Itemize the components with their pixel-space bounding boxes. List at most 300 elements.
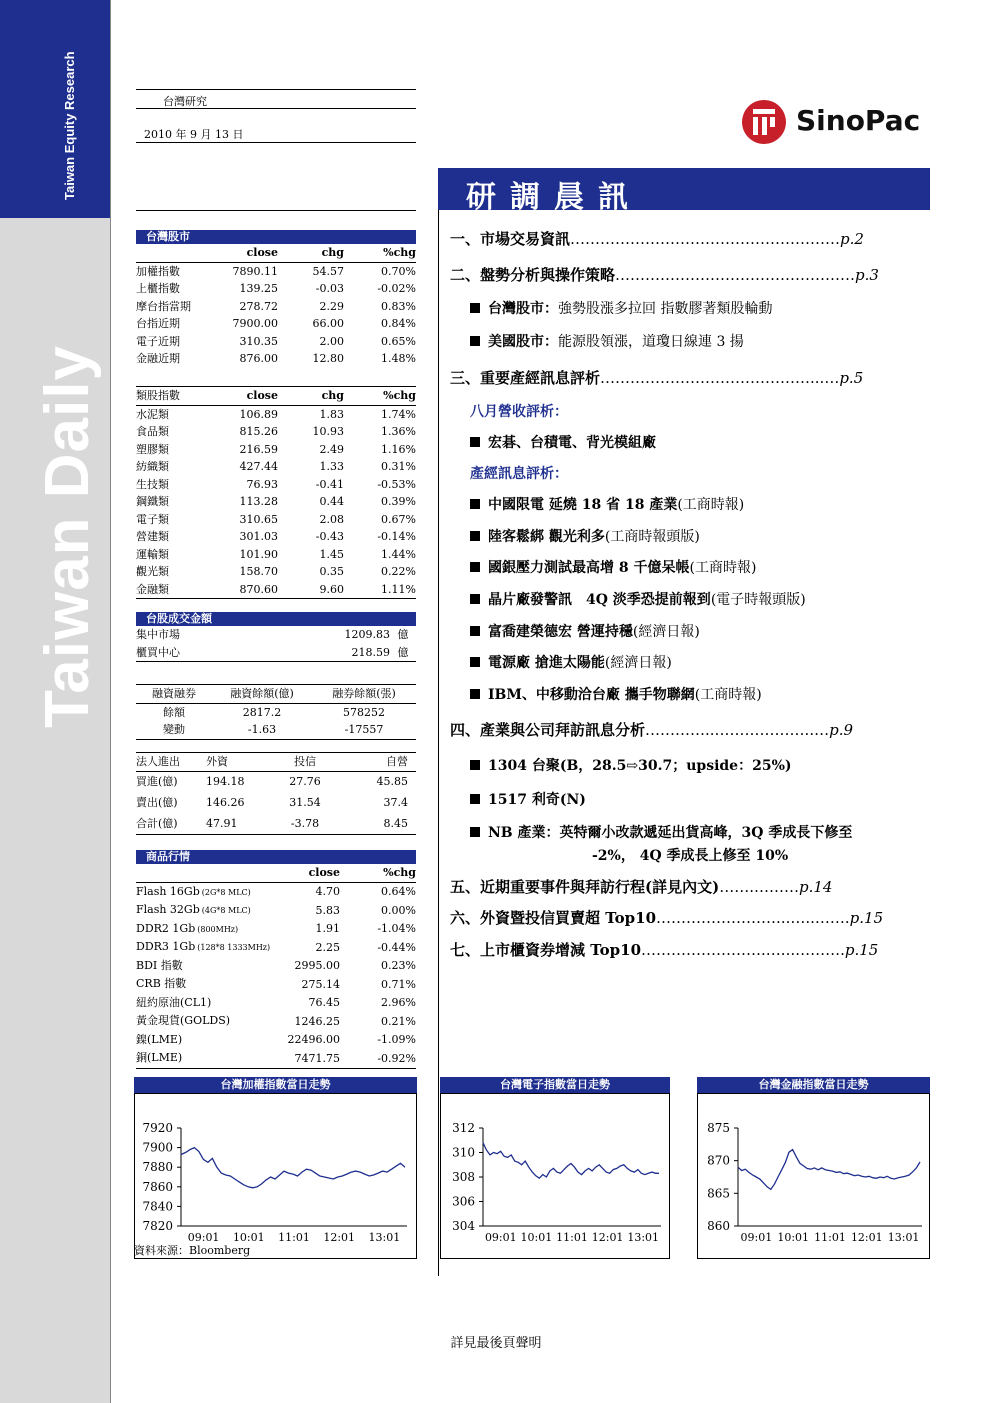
table-cell bbox=[136, 957, 276, 976]
commodity-spec: (2G*8 MLC) bbox=[201, 887, 251, 897]
commodity-name: 紐約原油(CL1) bbox=[136, 995, 212, 1009]
table-row bbox=[136, 262, 416, 280]
table-cell: 1209.83 bbox=[344, 628, 390, 641]
table-cell: 餘額 bbox=[163, 705, 185, 719]
table-cell: 216.59 bbox=[239, 442, 278, 456]
table-row bbox=[136, 546, 416, 564]
table-cell: -0.44% bbox=[377, 940, 416, 954]
table-cell: 0.39% bbox=[381, 495, 416, 508]
table-cell: 47.91 bbox=[206, 816, 238, 830]
table-cell: 億 bbox=[397, 628, 409, 641]
table-cell: 275.14 bbox=[301, 977, 340, 991]
table-cell: 電子類 bbox=[136, 512, 169, 526]
table-cell bbox=[136, 975, 276, 994]
table-cell: 1.48% bbox=[381, 352, 416, 365]
sidebar-label-research: Taiwan Equity Research bbox=[62, 51, 77, 200]
toc-item bbox=[470, 652, 672, 672]
table-cell: 食品類 bbox=[136, 425, 169, 438]
col-header: 融券餘額(張) bbox=[332, 687, 396, 700]
commodity-spec: (800MHz) bbox=[197, 924, 239, 934]
table-row bbox=[136, 938, 416, 957]
table-cell: 1.33 bbox=[319, 460, 344, 473]
table-cell: 113.28 bbox=[239, 495, 278, 508]
toc-item bbox=[470, 494, 744, 514]
toc-item bbox=[470, 789, 586, 809]
y-tick-label: 310 bbox=[452, 1145, 475, 1160]
x-tick-label: 12:01 bbox=[850, 1231, 883, 1244]
table-row bbox=[136, 882, 416, 901]
x-tick-label: 09:01 bbox=[740, 1231, 773, 1244]
table-cell: 194.18 bbox=[206, 775, 245, 788]
x-tick-label: 13:01 bbox=[368, 1231, 401, 1244]
y-tick-label: 7820 bbox=[142, 1219, 173, 1233]
sidebar-header bbox=[0, 0, 110, 218]
toc-page: p.15 bbox=[849, 909, 884, 927]
table-cell: 集中市場 bbox=[136, 628, 180, 641]
commodity-name: DDR3 1Gb bbox=[136, 940, 196, 953]
x-tick-label: 12:01 bbox=[323, 1231, 356, 1244]
toc-label: 一、市場交易資訊 bbox=[450, 230, 571, 248]
table-cell bbox=[136, 1031, 276, 1050]
table-cell: 870.60 bbox=[239, 582, 278, 596]
table-cell: 578252 bbox=[343, 705, 385, 719]
toc-section-2[interactable] bbox=[450, 264, 879, 285]
table-cell: 54.57 bbox=[312, 264, 344, 278]
toc-item bbox=[470, 589, 806, 609]
table-row bbox=[136, 792, 416, 813]
toc-label: 三、重要產經訊息評析 bbox=[450, 369, 601, 387]
item-title: 1304 台聚(B，28.5⇨30.7；upside：25%) bbox=[488, 758, 792, 774]
table-row bbox=[136, 994, 416, 1013]
toc-section-6[interactable] bbox=[450, 907, 883, 928]
toc-dots: ……………………...…..……. bbox=[656, 909, 850, 927]
x-tick-label: 13:01 bbox=[627, 1231, 660, 1244]
col-header: 法人進出 bbox=[136, 755, 180, 768]
table-row bbox=[136, 333, 416, 351]
table-cell: 運輸類 bbox=[136, 547, 169, 561]
commodity-name: 黃金現貨(GOLDS) bbox=[136, 1014, 231, 1027]
toc-item bbox=[470, 621, 700, 641]
series-line bbox=[181, 1148, 405, 1188]
x-tick-label: 11:01 bbox=[278, 1231, 310, 1244]
sector-table bbox=[136, 387, 416, 598]
table-cell: 億 bbox=[397, 645, 409, 659]
table-cell: 1.16% bbox=[381, 442, 416, 456]
table-cell: 218.59 bbox=[351, 645, 390, 659]
table-cell: 0.83% bbox=[381, 299, 416, 313]
y-tick-label: 7900 bbox=[142, 1140, 173, 1155]
table-cell: 106.89 bbox=[239, 407, 278, 421]
chart-source: 資料來源：Bloomberg bbox=[134, 1244, 251, 1257]
table-cell: 27.76 bbox=[289, 775, 321, 788]
table-cell: 上櫃指數 bbox=[136, 282, 180, 295]
bullet-icon bbox=[470, 303, 480, 313]
col-header: close bbox=[246, 246, 278, 259]
toc-label: 五、近期重要事件與拜訪行程(詳見內文) bbox=[450, 878, 720, 896]
col-header: %chg bbox=[383, 246, 416, 259]
table-cell: 營建類 bbox=[136, 530, 169, 543]
table-cell: 815.26 bbox=[239, 425, 278, 438]
table-cell: 139.25 bbox=[239, 282, 278, 295]
item-source: (工商時報) bbox=[694, 687, 762, 703]
table-cell: 66.00 bbox=[312, 317, 344, 330]
table-row bbox=[136, 771, 416, 792]
commodity-spec: (4G*8 MLC) bbox=[201, 906, 251, 915]
table-cell: 10.93 bbox=[312, 425, 344, 438]
brand-name: SinoPac bbox=[796, 104, 921, 137]
col-header: 類股指數 bbox=[136, 389, 180, 402]
table-cell: 22496.00 bbox=[287, 1033, 340, 1046]
col-header: chg bbox=[321, 389, 344, 402]
column-divider bbox=[438, 210, 439, 1276]
toc-page: p.3 bbox=[855, 266, 879, 284]
table-cell: 12.80 bbox=[312, 352, 344, 365]
table-row bbox=[136, 703, 416, 721]
x-tick-label: 09:01 bbox=[187, 1231, 220, 1244]
table-cell: -0.02% bbox=[377, 282, 416, 295]
table-cell bbox=[136, 1012, 276, 1031]
table-cell: 2817.2 bbox=[242, 705, 282, 719]
table-row bbox=[136, 920, 416, 939]
bullet-icon bbox=[470, 562, 480, 572]
bullet-icon bbox=[470, 689, 480, 699]
item-title: 美國股市： bbox=[488, 334, 558, 350]
chart-title: 台灣加權指數當日走勢 bbox=[134, 1077, 417, 1093]
table-cell: 0.65% bbox=[381, 334, 416, 348]
toc-section-5[interactable] bbox=[450, 876, 832, 897]
item-text: 強勢股漲多拉回 指數膠著類股輪動 bbox=[558, 301, 773, 317]
commodity-table bbox=[136, 864, 416, 1068]
commodity-name: 銅(LME) bbox=[136, 1051, 183, 1064]
table-cell: 水泥類 bbox=[136, 407, 169, 421]
item-title: 富喬建榮德宏 營運持穩 bbox=[488, 624, 633, 640]
chart-taiex-plot bbox=[135, 1094, 416, 1256]
commodity-name: DDR2 1Gb bbox=[136, 921, 196, 935]
toc-page: p.15 bbox=[844, 941, 879, 959]
table-cell: 0.84% bbox=[381, 317, 416, 330]
item-source: (工商時報頭版) bbox=[604, 529, 700, 545]
y-tick-label: 7860 bbox=[142, 1179, 173, 1194]
x-tick-label: 09:01 bbox=[484, 1231, 517, 1244]
table-cell: -1.09% bbox=[377, 1033, 416, 1046]
table-cell: 7471.75 bbox=[294, 1051, 340, 1065]
chart-taiex bbox=[134, 1077, 417, 1259]
toc-item bbox=[470, 822, 852, 842]
table-cell: -0.92% bbox=[377, 1051, 416, 1065]
table-cell: -0.53% bbox=[377, 477, 416, 491]
commodity-name: CRB 指數 bbox=[136, 977, 187, 990]
table-cell: 76.93 bbox=[246, 477, 278, 491]
y-tick-label: 7840 bbox=[142, 1199, 173, 1214]
table-row bbox=[136, 1031, 416, 1050]
table-cell: 1.36% bbox=[381, 425, 416, 438]
table-cell bbox=[136, 938, 276, 957]
table-cell: 0.21% bbox=[381, 1014, 416, 1028]
table-cell: 摩台指當期 bbox=[136, 299, 191, 313]
volume-table bbox=[136, 626, 416, 661]
table-cell: 45.85 bbox=[376, 775, 408, 788]
table-cell: 加權指數 bbox=[136, 264, 180, 278]
table-cell: 0.22% bbox=[381, 565, 416, 578]
table-row bbox=[136, 405, 416, 423]
bullet-icon bbox=[470, 531, 480, 541]
toc-page: p.14 bbox=[798, 878, 833, 896]
item-title: 國銀壓力測試最高增 8 千億呆帳 bbox=[488, 560, 690, 576]
margin-table bbox=[136, 685, 416, 739]
table-row bbox=[136, 975, 416, 994]
table-cell: 0.64% bbox=[381, 885, 416, 898]
y-tick-label: 865 bbox=[707, 1186, 730, 1201]
table-cell: 310.65 bbox=[239, 512, 278, 526]
table-cell: 櫃買中心 bbox=[136, 645, 180, 659]
chart-finance-plot bbox=[698, 1094, 929, 1256]
table-cell: 2.96% bbox=[381, 996, 416, 1009]
table-row bbox=[136, 493, 416, 511]
chart-title: 台灣電子指數當日走勢 bbox=[440, 1077, 670, 1093]
table-row bbox=[136, 626, 416, 644]
table-cell bbox=[136, 901, 276, 920]
table-row bbox=[136, 1012, 416, 1031]
item-title: 宏碁、台積電、背光模組廠 bbox=[488, 435, 656, 451]
logo-mark-icon bbox=[742, 100, 786, 144]
table-cell: 2995.00 bbox=[294, 959, 340, 972]
toc-label: 七、上市櫃資券增減 Top10 bbox=[450, 941, 642, 959]
table-cell: 278.72 bbox=[239, 299, 278, 313]
table-cell: 101.90 bbox=[239, 547, 278, 561]
table-cell bbox=[136, 920, 276, 939]
table-cell: 電子近期 bbox=[136, 334, 180, 348]
series-line bbox=[483, 1143, 659, 1179]
item-title: NB 產業：英特爾小改款遞延出貨高峰，3Q 季成長下修至 bbox=[488, 825, 853, 841]
item-title: IBM、中移動洽台廠 攜手物聯網 bbox=[488, 687, 695, 703]
x-tick-label: 10:01 bbox=[520, 1231, 553, 1244]
toc-section-1[interactable] bbox=[450, 228, 864, 249]
item-title: 晶片廠發警訊 4Q 淡季恐提前報到 bbox=[488, 592, 711, 608]
item-source: (電子時報頭版) bbox=[710, 592, 806, 608]
table-cell: 買進(億) bbox=[136, 775, 178, 788]
bullet-icon bbox=[470, 657, 480, 667]
toc-dots: ………………………………………… bbox=[615, 266, 856, 284]
bullet-icon bbox=[470, 437, 480, 447]
table-cell: 7890.11 bbox=[232, 264, 278, 278]
y-tick-label: 306 bbox=[452, 1194, 475, 1209]
toc-page: p.5 bbox=[839, 369, 864, 387]
table-cell: 37.4 bbox=[383, 795, 408, 809]
table-row bbox=[136, 280, 416, 298]
table-row bbox=[136, 644, 416, 662]
table-cell: 8.45 bbox=[383, 816, 408, 830]
table-cell: 變動 bbox=[163, 723, 185, 736]
item-title: 台灣股市： bbox=[488, 301, 558, 317]
bullet-icon bbox=[470, 760, 480, 770]
bullet-icon bbox=[470, 794, 480, 804]
toc-item bbox=[470, 432, 656, 452]
toc-section-7[interactable] bbox=[450, 939, 878, 960]
table-cell: 塑膠類 bbox=[136, 442, 169, 456]
toc-item bbox=[470, 526, 700, 546]
table-cell: 1.44% bbox=[381, 547, 416, 561]
table-cell: 1.74% bbox=[381, 407, 416, 421]
table-cell: -0.41 bbox=[315, 477, 344, 491]
toc-subheading: 八月營收評析： bbox=[470, 404, 568, 420]
table-cell bbox=[136, 1049, 276, 1068]
item-source: (經濟日報) bbox=[632, 624, 700, 640]
table-row bbox=[136, 298, 416, 316]
col-header: %chg bbox=[383, 866, 416, 879]
table-cell: 9.60 bbox=[319, 582, 344, 596]
table-cell: 427.44 bbox=[239, 460, 278, 473]
toc-dots: ……………………………………………… bbox=[570, 230, 841, 248]
x-tick-label: 10:01 bbox=[777, 1231, 810, 1244]
volume-title: 台股成交金額 bbox=[136, 612, 416, 626]
table-cell: 0.35 bbox=[319, 565, 344, 578]
table-cell bbox=[136, 882, 276, 901]
header-rule bbox=[136, 108, 416, 109]
header-date: 2010 年 9 月 13 日 bbox=[144, 128, 244, 141]
bullet-icon bbox=[470, 827, 480, 837]
item-title: 陸客鬆綁 觀光利多 bbox=[488, 529, 605, 545]
table-cell: 2.08 bbox=[319, 512, 344, 526]
toc-label: 二、盤勢分析與操作策略 bbox=[450, 266, 616, 284]
toc-item bbox=[470, 557, 756, 577]
table-cell: 5.83 bbox=[315, 903, 340, 917]
table-cell: 0.67% bbox=[381, 512, 416, 526]
table-cell: 158.70 bbox=[239, 565, 278, 578]
header-rule bbox=[136, 210, 416, 211]
bullet-icon bbox=[470, 336, 480, 346]
toc-item bbox=[470, 331, 744, 351]
col-header: close bbox=[246, 389, 278, 402]
x-tick-label: 10:01 bbox=[232, 1231, 265, 1244]
col-header: 融資餘額(億) bbox=[230, 687, 294, 700]
table-row bbox=[136, 350, 416, 368]
table-row bbox=[136, 458, 416, 476]
toc-item bbox=[470, 298, 772, 318]
table-row bbox=[136, 476, 416, 494]
page-title: 研調晨訊 bbox=[466, 180, 642, 215]
toc-section-3[interactable] bbox=[450, 367, 863, 388]
table-cell: 0.44 bbox=[319, 495, 344, 508]
bullet-icon bbox=[470, 499, 480, 509]
chart-finance bbox=[697, 1077, 930, 1259]
table-cell: -3.78 bbox=[290, 816, 320, 830]
item-title: 1517 利奇(N) bbox=[488, 792, 586, 808]
item-source: (工商時報) bbox=[689, 560, 757, 576]
market-section bbox=[136, 230, 416, 368]
table-cell: 1.45 bbox=[319, 547, 344, 561]
table-cell: 1246.25 bbox=[294, 1014, 340, 1028]
table-row bbox=[136, 423, 416, 441]
series-line bbox=[738, 1150, 920, 1190]
table-cell: 觀光類 bbox=[136, 565, 169, 578]
table-cell: 1.11% bbox=[381, 582, 416, 596]
market-table bbox=[136, 244, 416, 368]
market-title: 台灣股市 bbox=[136, 230, 416, 244]
volume-section bbox=[136, 612, 416, 662]
table-cell: 金融近期 bbox=[136, 352, 180, 365]
toc-label: 四、產業與公司拜訪訊息分析 bbox=[450, 721, 646, 739]
table-cell: -0.03 bbox=[315, 282, 344, 295]
chart-title: 台灣金融指數當日走勢 bbox=[697, 1077, 930, 1093]
table-row bbox=[136, 511, 416, 529]
table-cell: 4.70 bbox=[315, 885, 340, 898]
table-cell: 0.70% bbox=[381, 264, 416, 278]
table-row bbox=[136, 563, 416, 581]
table-row bbox=[136, 315, 416, 333]
table-cell: 鋼鐵類 bbox=[136, 495, 169, 508]
table-cell: 7900.00 bbox=[232, 317, 278, 330]
sidebar-label-daily: Taiwan Daily bbox=[33, 345, 102, 728]
table-cell: 0.71% bbox=[381, 977, 416, 991]
table-cell: 146.26 bbox=[206, 795, 245, 809]
x-tick-label: 13:01 bbox=[887, 1231, 920, 1244]
item-text: 能源股領漲，道瓊日線連 3 揚 bbox=[558, 334, 744, 350]
toc-dots: …………..………………..… bbox=[645, 721, 830, 739]
y-tick-label: 304 bbox=[452, 1219, 475, 1233]
table-cell: 0.23% bbox=[381, 959, 416, 972]
toc-page: p.9 bbox=[829, 721, 854, 739]
y-tick-label: 312 bbox=[452, 1121, 475, 1135]
bullet-icon bbox=[470, 594, 480, 604]
y-tick-label: 870 bbox=[707, 1153, 730, 1168]
table-row bbox=[136, 813, 416, 834]
table-cell: 2.49 bbox=[319, 442, 344, 456]
table-cell: 876.00 bbox=[239, 352, 278, 365]
table-cell: 生技類 bbox=[136, 477, 169, 491]
commodity-name: 鎳(LME) bbox=[136, 1032, 183, 1046]
col-header: 融資融券 bbox=[152, 687, 196, 700]
header-rule bbox=[136, 89, 416, 90]
col-header: 自營 bbox=[386, 755, 408, 768]
chart-electronics bbox=[440, 1077, 670, 1259]
sinopac-logo bbox=[742, 100, 922, 144]
table-cell: 0.00% bbox=[381, 903, 416, 917]
table-cell: -1.04% bbox=[377, 922, 416, 935]
table-cell: 1.91 bbox=[315, 922, 340, 935]
toc-item bbox=[470, 684, 762, 704]
y-tick-label: 860 bbox=[707, 1219, 730, 1233]
chart-electronics-plot bbox=[441, 1094, 669, 1256]
col-header: close bbox=[308, 866, 340, 879]
x-tick-label: 11:01 bbox=[814, 1231, 846, 1244]
table-row bbox=[136, 581, 416, 599]
item-source: (經濟日報) bbox=[604, 655, 672, 671]
x-tick-label: 11:01 bbox=[556, 1231, 588, 1244]
toc-item bbox=[470, 755, 792, 775]
item-title: 電源廠 搶進太陽能 bbox=[488, 655, 605, 671]
toc-label: 六、外資暨投信買賣超 Top10 bbox=[450, 909, 657, 927]
footer-disclaimer: 詳見最後頁聲明 bbox=[450, 1336, 542, 1351]
header-dept: 台灣研究 bbox=[163, 95, 207, 108]
col-header: chg bbox=[321, 246, 344, 259]
bullet-icon bbox=[470, 626, 480, 636]
toc-dots: …….……… bbox=[719, 878, 799, 896]
commodity-name: Flash 32Gb bbox=[136, 903, 200, 916]
toc-page: p.2 bbox=[840, 230, 864, 248]
col-header: 外資 bbox=[206, 755, 228, 768]
table-cell: 台指近期 bbox=[136, 317, 180, 330]
margin-section bbox=[136, 684, 416, 740]
institution-section bbox=[136, 752, 416, 835]
table-cell: 紡織類 bbox=[136, 460, 169, 473]
col-header: %chg bbox=[383, 389, 416, 402]
table-cell: 31.54 bbox=[289, 795, 321, 809]
table-row bbox=[136, 957, 416, 976]
item-title: 中國限電 延燒 18 省 18 產業 bbox=[488, 497, 678, 513]
commodity-section bbox=[136, 850, 416, 1069]
table-row bbox=[136, 528, 416, 546]
toc-section-4[interactable] bbox=[450, 719, 853, 740]
